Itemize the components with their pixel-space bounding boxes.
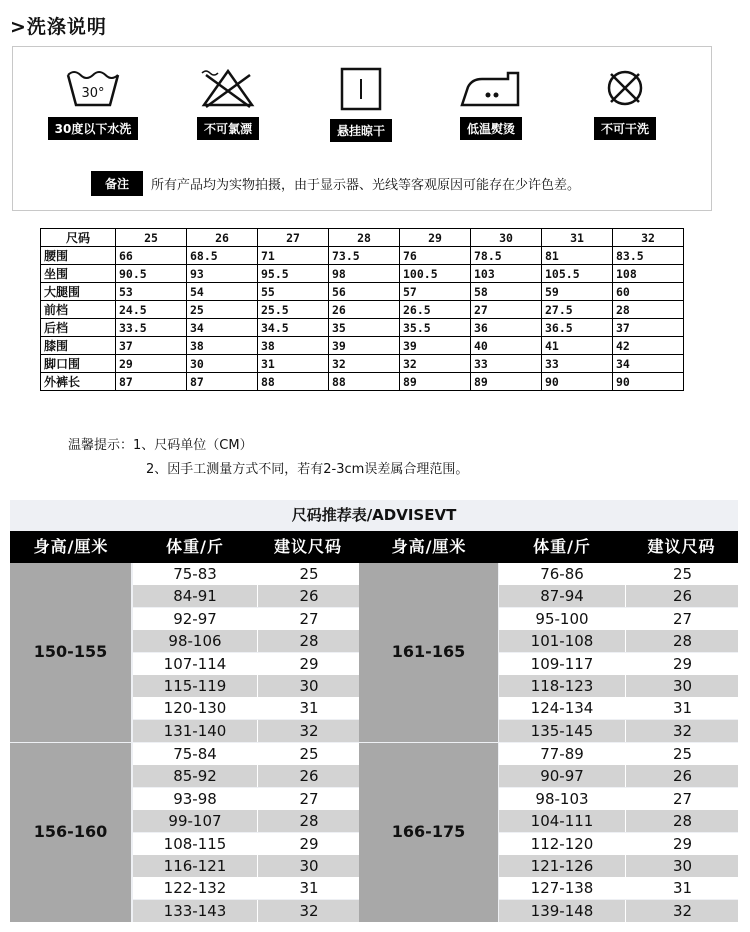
recommendation-row bbox=[133, 900, 359, 922]
recommended-size: 29 bbox=[625, 833, 739, 855]
recommendation-row bbox=[133, 653, 359, 675]
weight-range: 109-117 bbox=[530, 654, 594, 673]
measure-value: 32 bbox=[329, 355, 400, 373]
header-height-right: 身高/厘米 bbox=[391, 537, 467, 556]
measure-value: 39 bbox=[400, 337, 471, 355]
measure-label: 腰围 bbox=[41, 247, 116, 265]
recommendation-row bbox=[499, 630, 738, 652]
recommended-size: 28 bbox=[625, 630, 739, 652]
recommended-size: 25 bbox=[257, 563, 360, 585]
weight-range: 122-132 bbox=[163, 879, 227, 898]
care-label-dryclean: 不可干洗 bbox=[594, 117, 656, 140]
care-item-iron bbox=[441, 67, 541, 140]
height-group bbox=[359, 563, 498, 742]
recommended-size: 28 bbox=[257, 630, 360, 652]
weight-range: 98-103 bbox=[535, 789, 589, 808]
measure-value: 71 bbox=[258, 247, 329, 265]
measure-label: 外裤长 bbox=[41, 373, 116, 391]
size-header-28: 28 bbox=[329, 229, 400, 247]
weight-range: 120-130 bbox=[163, 699, 227, 718]
measure-value: 41 bbox=[542, 337, 613, 355]
recommendation-row bbox=[499, 697, 738, 719]
size-table-row bbox=[41, 301, 684, 319]
weight-range: 101-108 bbox=[530, 632, 594, 651]
weight-range: 98-106 bbox=[168, 632, 222, 651]
recommendation-row bbox=[499, 765, 738, 787]
measure-label: 后档 bbox=[41, 319, 116, 337]
size-table-row bbox=[41, 319, 684, 337]
measure-value: 34 bbox=[613, 355, 684, 373]
tips bbox=[68, 434, 468, 482]
recommended-size: 26 bbox=[257, 585, 360, 607]
size-header-30: 30 bbox=[471, 229, 542, 247]
height-range: 166-175 bbox=[391, 821, 466, 841]
header-size-right: 建议尺码 bbox=[647, 537, 716, 556]
measure-value: 27 bbox=[471, 301, 542, 319]
measure-value: 89 bbox=[400, 373, 471, 391]
recommendation-header bbox=[10, 531, 738, 563]
weight-range: 92-97 bbox=[173, 609, 217, 628]
weight-range: 118-123 bbox=[530, 677, 594, 695]
recommended-size: 30 bbox=[257, 855, 360, 877]
care-item-dry bbox=[311, 67, 411, 142]
measure-value: 90 bbox=[542, 373, 613, 391]
measure-label: 前档 bbox=[41, 301, 116, 319]
recommended-size: 29 bbox=[257, 653, 360, 675]
weight-range: 75-84 bbox=[173, 745, 217, 763]
weight-range: 121-126 bbox=[530, 857, 594, 875]
measure-value: 34.5 bbox=[258, 319, 329, 337]
weight-range: 77-89 bbox=[540, 745, 584, 763]
measure-value: 33 bbox=[542, 355, 613, 373]
size-header-label: 尺码 bbox=[41, 229, 116, 247]
low-iron-icon bbox=[458, 67, 524, 109]
recommendation-row bbox=[499, 720, 738, 742]
recommended-size: 31 bbox=[257, 697, 360, 719]
recommended-size: 29 bbox=[625, 653, 739, 675]
recommendation-row bbox=[133, 810, 359, 832]
weight-range: 135-145 bbox=[530, 721, 594, 740]
hang-dry-icon bbox=[333, 67, 389, 111]
measure-value: 66 bbox=[116, 247, 187, 265]
recommended-size: 26 bbox=[625, 765, 739, 787]
recommended-size: 30 bbox=[625, 675, 739, 697]
note-row bbox=[91, 171, 580, 195]
measure-value: 25.5 bbox=[258, 301, 329, 319]
measure-value: 37 bbox=[613, 319, 684, 337]
recommendation-row bbox=[133, 788, 359, 810]
height-group bbox=[10, 563, 131, 742]
measure-value: 38 bbox=[258, 337, 329, 355]
height-range: 150-155 bbox=[33, 641, 108, 661]
size-table bbox=[40, 228, 684, 391]
measure-value: 29 bbox=[116, 355, 187, 373]
measure-value: 37 bbox=[116, 337, 187, 355]
recommended-size: 26 bbox=[625, 585, 739, 607]
recommended-size: 25 bbox=[625, 743, 739, 765]
measure-label: 大腿围 bbox=[41, 283, 116, 301]
weight-range: 108-115 bbox=[163, 834, 227, 853]
recommendation-row bbox=[133, 585, 359, 607]
header-weight-right: 体重/斤 bbox=[533, 537, 591, 556]
weight-range: 76-86 bbox=[540, 565, 584, 583]
weight-range: 116-121 bbox=[163, 857, 227, 875]
recommended-size: 28 bbox=[257, 810, 360, 832]
size-header-27: 27 bbox=[258, 229, 329, 247]
recommendation-row bbox=[499, 855, 738, 877]
weight-range: 90-97 bbox=[540, 767, 584, 786]
care-label-dry: 悬挂晾干 bbox=[330, 119, 392, 142]
recommended-size: 27 bbox=[257, 608, 360, 630]
weight-range: 87-94 bbox=[540, 587, 584, 606]
measure-value: 83.5 bbox=[613, 247, 684, 265]
recommendation-row bbox=[499, 900, 738, 922]
weight-range: 133-143 bbox=[163, 901, 227, 920]
measure-value: 26 bbox=[329, 301, 400, 319]
measure-value: 35.5 bbox=[400, 319, 471, 337]
measure-value: 42 bbox=[613, 337, 684, 355]
measure-value: 103 bbox=[471, 265, 542, 283]
measure-value: 81 bbox=[542, 247, 613, 265]
measure-value: 76 bbox=[400, 247, 471, 265]
size-header-31: 31 bbox=[542, 229, 613, 247]
measure-value: 32 bbox=[400, 355, 471, 373]
height-range: 156-160 bbox=[33, 821, 108, 841]
recommendation-row bbox=[499, 675, 738, 697]
weight-range: 85-92 bbox=[173, 767, 217, 786]
wash-30-icon bbox=[65, 67, 121, 109]
measure-value: 35 bbox=[329, 319, 400, 337]
recommendation-row bbox=[499, 877, 738, 899]
measure-value: 25 bbox=[187, 301, 258, 319]
care-item-wash bbox=[43, 67, 143, 140]
recommendation-row bbox=[499, 608, 738, 630]
care-item-bleach bbox=[178, 67, 278, 140]
care-label-iron: 低温熨烫 bbox=[460, 117, 522, 140]
weight-range: 115-119 bbox=[163, 677, 227, 695]
note-tag: 备注 bbox=[91, 171, 143, 196]
weight-range: 104-111 bbox=[530, 812, 594, 831]
measure-value: 33 bbox=[471, 355, 542, 373]
care-label-wash: 30度以下水洗 bbox=[48, 117, 139, 140]
measure-value: 57 bbox=[400, 283, 471, 301]
size-table-header bbox=[41, 229, 684, 247]
recommendation-row bbox=[133, 630, 359, 652]
recommendation-row bbox=[133, 563, 359, 585]
recommended-size: 28 bbox=[625, 810, 739, 832]
no-dry-clean-icon bbox=[597, 67, 653, 109]
recommendation-row bbox=[133, 675, 359, 697]
recommendation-row bbox=[499, 585, 738, 607]
header-height-left: 身高/厘米 bbox=[33, 537, 109, 556]
measure-value: 68.5 bbox=[187, 247, 258, 265]
measure-value: 93 bbox=[187, 265, 258, 283]
header-size-left: 建议尺码 bbox=[273, 537, 342, 556]
measure-label: 膝围 bbox=[41, 337, 116, 355]
measure-value: 26.5 bbox=[400, 301, 471, 319]
measure-value: 100.5 bbox=[400, 265, 471, 283]
height-group bbox=[10, 743, 131, 922]
measure-value: 40 bbox=[471, 337, 542, 355]
weight-range: 107-114 bbox=[163, 654, 227, 673]
weight-range: 99-107 bbox=[168, 812, 222, 831]
weight-range: 139-148 bbox=[530, 901, 594, 920]
recommendation-row bbox=[499, 743, 738, 765]
size-header-26: 26 bbox=[187, 229, 258, 247]
recommendation-row bbox=[499, 563, 738, 585]
wash-temp-label: 30° bbox=[81, 86, 105, 101]
size-table-row bbox=[41, 355, 684, 373]
tips-line-2: 2、因手工测量方式不同，若有2-3cm误差属合理范围。 bbox=[146, 462, 469, 477]
measure-value: 24.5 bbox=[116, 301, 187, 319]
measure-label: 脚口围 bbox=[41, 355, 116, 373]
recommendation-row bbox=[133, 833, 359, 855]
recommended-size: 31 bbox=[257, 877, 360, 899]
recommendation-row bbox=[133, 855, 359, 877]
measure-value: 31 bbox=[258, 355, 329, 373]
recommendation-row bbox=[133, 743, 359, 765]
recommended-size: 31 bbox=[625, 877, 739, 899]
no-bleach-icon bbox=[200, 67, 256, 109]
recommended-size: 27 bbox=[625, 788, 739, 810]
size-header-32: 32 bbox=[613, 229, 684, 247]
weight-range: 93-98 bbox=[173, 789, 217, 808]
header-weight-left: 体重/斤 bbox=[166, 537, 224, 556]
recommended-size: 25 bbox=[257, 743, 360, 765]
tips-line-1: 温馨提示：1、尺码单位（CM） bbox=[68, 438, 253, 453]
recommendation-row bbox=[499, 653, 738, 675]
wash-instructions-panel bbox=[12, 46, 712, 211]
recommendation-title: 尺码推荐表/ADVISEVT bbox=[291, 506, 457, 524]
measure-value: 60 bbox=[613, 283, 684, 301]
recommendation-row bbox=[133, 697, 359, 719]
size-table-row bbox=[41, 337, 684, 355]
measure-value: 28 bbox=[613, 301, 684, 319]
weight-range: 131-140 bbox=[163, 721, 227, 740]
recommendation-row bbox=[499, 788, 738, 810]
measure-value: 36.5 bbox=[542, 319, 613, 337]
size-recommendation-section bbox=[10, 500, 738, 922]
recommendation-row bbox=[499, 810, 738, 832]
recommended-size: 32 bbox=[257, 720, 360, 742]
measure-value: 88 bbox=[258, 373, 329, 391]
care-label-bleach: 不可氯漂 bbox=[197, 117, 259, 140]
weight-range: 127-138 bbox=[530, 879, 594, 898]
measure-value: 27.5 bbox=[542, 301, 613, 319]
recommended-size: 26 bbox=[257, 765, 360, 787]
care-item-dryclean bbox=[575, 67, 675, 140]
size-table-row bbox=[41, 373, 684, 391]
recommended-size: 27 bbox=[257, 788, 360, 810]
measure-value: 87 bbox=[187, 373, 258, 391]
weight-range: 112-120 bbox=[530, 834, 594, 853]
recommended-size: 30 bbox=[625, 855, 739, 877]
measure-label: 坐围 bbox=[41, 265, 116, 283]
size-header-25: 25 bbox=[116, 229, 187, 247]
recommendation-row bbox=[499, 833, 738, 855]
measure-value: 59 bbox=[542, 283, 613, 301]
recommended-size: 30 bbox=[257, 675, 360, 697]
recommendation-row bbox=[133, 877, 359, 899]
wash-section-title: >洗涤说明 bbox=[10, 16, 107, 38]
recommended-size: 32 bbox=[257, 900, 360, 922]
measure-value: 87 bbox=[116, 373, 187, 391]
recommendation-row bbox=[133, 765, 359, 787]
measure-value: 105.5 bbox=[542, 265, 613, 283]
height-range: 161-165 bbox=[391, 641, 466, 661]
measure-value: 98 bbox=[329, 265, 400, 283]
weight-range: 95-100 bbox=[535, 609, 589, 628]
measure-value: 34 bbox=[187, 319, 258, 337]
measure-value: 53 bbox=[116, 283, 187, 301]
measure-value: 36 bbox=[471, 319, 542, 337]
measure-value: 90.5 bbox=[116, 265, 187, 283]
size-table-row bbox=[41, 247, 684, 265]
recommended-size: 31 bbox=[625, 697, 739, 719]
measure-value: 88 bbox=[329, 373, 400, 391]
recommended-size: 27 bbox=[625, 608, 739, 630]
recommended-size: 32 bbox=[625, 900, 739, 922]
recommended-size: 29 bbox=[257, 833, 360, 855]
measure-value: 78.5 bbox=[471, 247, 542, 265]
size-table-row bbox=[41, 265, 684, 283]
recommended-size: 25 bbox=[625, 563, 739, 585]
measure-value: 56 bbox=[329, 283, 400, 301]
height-group bbox=[359, 743, 498, 922]
measure-value: 38 bbox=[187, 337, 258, 355]
recommendation-row bbox=[133, 608, 359, 630]
measure-value: 33.5 bbox=[116, 319, 187, 337]
measure-value: 55 bbox=[258, 283, 329, 301]
recommendation-row bbox=[133, 720, 359, 742]
measure-value: 89 bbox=[471, 373, 542, 391]
measure-value: 58 bbox=[471, 283, 542, 301]
measure-value: 30 bbox=[187, 355, 258, 373]
measure-value: 54 bbox=[187, 283, 258, 301]
weight-range: 75-83 bbox=[173, 565, 217, 583]
size-header-29: 29 bbox=[400, 229, 471, 247]
recommended-size: 32 bbox=[625, 720, 739, 742]
measure-value: 39 bbox=[329, 337, 400, 355]
size-table-row bbox=[41, 283, 684, 301]
measure-value: 95.5 bbox=[258, 265, 329, 283]
note-text: 所有产品均为实物拍摄，由于显示器、光线等客观原因可能存在少许色差。 bbox=[151, 177, 581, 193]
measure-value: 73.5 bbox=[329, 247, 400, 265]
measure-value: 108 bbox=[613, 265, 684, 283]
weight-range: 124-134 bbox=[530, 699, 594, 718]
measure-value: 90 bbox=[613, 373, 684, 391]
weight-range: 84-91 bbox=[173, 587, 217, 606]
